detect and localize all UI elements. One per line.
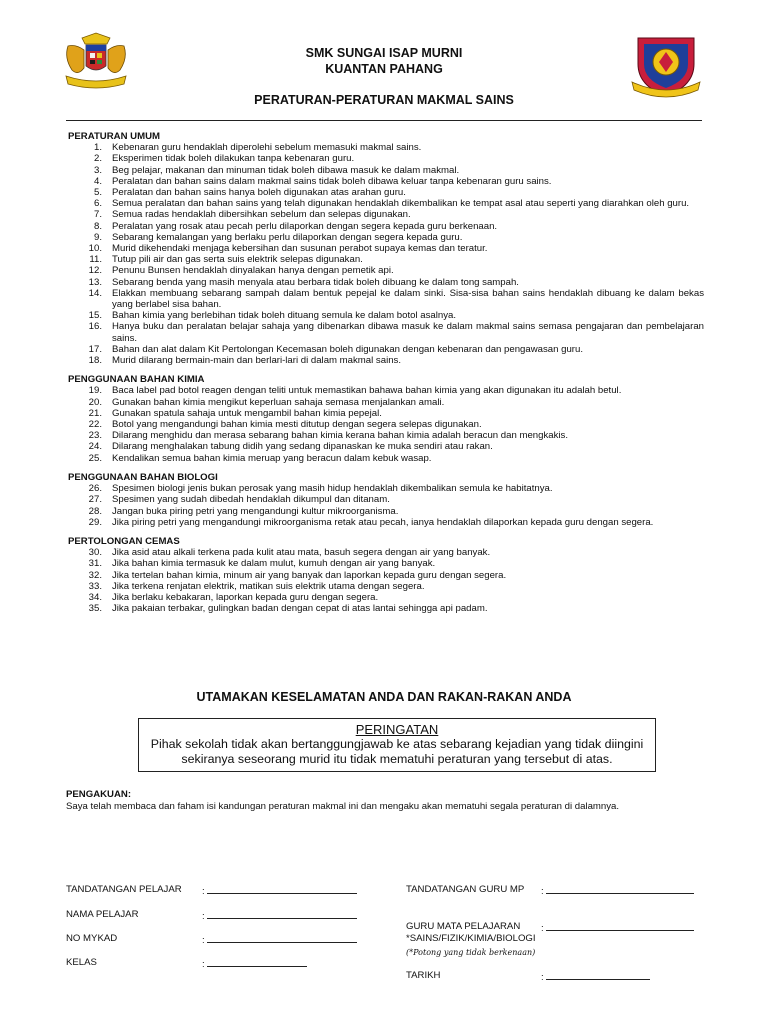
rule-item xyxy=(68,355,704,366)
document-title: PERATURAN-PERATURAN MAKMAL SAINS xyxy=(254,93,514,107)
rule-text: Beg pelajar, makanan dan minuman tidak boleh dibawa masuk ke dalam makmal. xyxy=(112,164,460,176)
section-heading: PENGGUNAAN BAHAN BIOLOGI xyxy=(68,471,218,483)
rule-number: 18. xyxy=(88,355,102,367)
rule-number: 5. xyxy=(93,187,102,199)
rule-text: Sebarang kemalangan yang berlaku perlu dilaporkan dengan segera kepada guru. xyxy=(112,231,463,243)
rule-item xyxy=(68,209,704,220)
rule-text: Kendalikan semua bahan kimia meruap yang beracun dalam kebuk wasap. xyxy=(112,452,432,464)
rule-item xyxy=(68,187,704,198)
rule-number: 10. xyxy=(88,243,102,255)
rule-text: Peralatan yang rosak atau pecah perlu dilaporkan dengan segera kepada guru berkenaan. xyxy=(112,220,498,232)
rule-number: 12. xyxy=(88,265,102,277)
rule-number: 6. xyxy=(93,198,102,210)
rule-item xyxy=(68,165,704,176)
rule-text: Hanya buku dan peralatan belajar sahaja yang dibenarkan dibawa masuk ke dalam makmal sains semasa pengajaran dan pembelajaran sains. xyxy=(112,321,704,344)
rule-item xyxy=(68,321,704,343)
rule-text: Murid dikehendaki menjaga kebersihan dan susunan perabot supaya kemas dan teratur. xyxy=(112,243,488,255)
rule-item xyxy=(68,603,704,614)
school-location: KUANTAN PAHANG xyxy=(325,62,443,76)
rule-text: Baca label pad botol reagen dengan teliti untuk memastikan bahawa bahan kimia yang akan digunakan itu adalah betul. xyxy=(112,385,622,397)
rule-number: 19. xyxy=(88,385,102,397)
rule-item xyxy=(68,254,704,265)
rule-item xyxy=(68,547,704,558)
header-divider xyxy=(66,120,702,121)
mykad-field[interactable]: : xyxy=(202,933,357,946)
strike-note: (*Potong yang tidak berkenaan) xyxy=(406,948,536,957)
rule-text: Semua radas hendaklah dibersihkan sebelum dan selepas digunakan. xyxy=(112,209,411,221)
rule-item xyxy=(68,441,704,452)
rule-number: 8. xyxy=(93,220,102,232)
date-label: TARIKH xyxy=(406,970,441,981)
rule-item xyxy=(68,558,704,569)
date-field[interactable]: : xyxy=(541,970,650,983)
rule-text: Kebenaran guru hendaklah diperolehi sebelum memasuki makmal sains. xyxy=(112,142,422,154)
rule-text: Jika bahan kimia termasuk ke dalam mulut, kumuh dengan air yang banyak. xyxy=(112,558,436,570)
student-name-label: NAMA PELAJAR xyxy=(66,909,139,920)
warning-line-2: sekiranya seseorang murid itu tidak mematuhi peraturan yang tersebut di atas. xyxy=(181,752,613,766)
rule-text: Tutup pili air dan gas serta suis elektrik selepas digunakan. xyxy=(112,254,363,266)
rule-item xyxy=(68,592,704,603)
rule-number: 28. xyxy=(88,505,102,517)
rule-item xyxy=(68,198,704,209)
subjects-options: *SAINS/FIZIK/KIMIA/BIOLOGI xyxy=(406,933,536,944)
rule-text: Semua peralatan dan bahan sains yang telah digunakan hendaklah dikembalikan ke tempat asal atau seperti yang diarahkan oleh guru. xyxy=(112,198,690,210)
section-heading: PENGGUNAAN BAHAN KIMIA xyxy=(68,374,205,386)
student-name-field[interactable]: : xyxy=(202,909,357,922)
rule-number: 34. xyxy=(88,591,102,603)
rule-text: Sebarang benda yang masih menyala atau berbara tidak boleh dibuang ke dalam tong sampah. xyxy=(112,276,519,288)
rule-text: Jika piring petri yang mengandungi mikroorganisma retak atau pecah, ianya hendaklah dilaporkan kepada guru dengan segera. xyxy=(112,516,654,528)
rule-number: 33. xyxy=(88,580,102,592)
subject-teacher-label: GURU MATA PELAJARAN xyxy=(406,921,521,932)
rule-number: 31. xyxy=(88,558,102,570)
rule-item xyxy=(68,310,704,321)
rule-number: 32. xyxy=(88,569,102,581)
rule-item xyxy=(68,419,704,430)
subject-teacher-field[interactable]: : xyxy=(541,921,694,934)
rule-item xyxy=(68,288,704,310)
rule-text: Jika asid atau alkali terkena pada kulit atau mata, basuh segera dengan air yang banyak. xyxy=(112,547,491,559)
rule-number: 11. xyxy=(89,254,102,266)
rule-number: 4. xyxy=(93,175,102,187)
rule-text: Elakkan membuang sebarang sampah dalam bentuk pepejal ke dalam sinki. Sisa-sisa bahan sains hendaklah dibuang ke dalam bekas yang berlabel sisa bahan. xyxy=(112,287,704,311)
rule-text: Dilarang menghalakan tabung didih yang sedang dipanaskan ke muka sendiri atau rakan. xyxy=(112,441,493,453)
student-signature-field[interactable]: : xyxy=(202,884,357,897)
rule-number: 7. xyxy=(93,209,102,221)
warning-line-1: Pihak sekolah tidak akan bertanggungjawab ke atas sebarang kejadian yang tidak diingini xyxy=(150,737,644,751)
teacher-signature-field[interactable]: : xyxy=(541,884,694,897)
rule-number: 2. xyxy=(93,153,102,165)
acknowledgement-heading: PENGAKUAN: xyxy=(66,789,132,800)
rule-number: 29. xyxy=(88,516,102,528)
rule-text: Botol yang mengandungi bahan kimia mesti ditutup dengan segera selepas digunakan. xyxy=(112,419,482,431)
rule-item xyxy=(68,397,704,408)
student-signature-label: TANDATANGAN PELAJAR xyxy=(66,884,182,895)
rule-item xyxy=(68,453,704,464)
rule-text: Jika tertelan bahan kimia, minum air yang banyak dan laporkan kepada guru dengan segera. xyxy=(112,569,507,581)
rule-number: 27. xyxy=(88,494,102,506)
rule-text: Jika pakaian terbakar, gulingkan badan dengan cepat di atas lantai sehingga api padam. xyxy=(112,603,488,615)
rule-item xyxy=(68,243,704,254)
rule-text: Spesimen yang sudah dibedah hendaklah dikumpul dan ditanam. xyxy=(112,494,390,506)
rule-text: Dilarang menghidu dan merasa sebarang bahan kimia kerana bahan kimia adalah beracun dan mengkakis. xyxy=(112,430,568,442)
rule-text: Bahan dan alat dalam Kit Pertolongan Kecemasan boleh digunakan dengan kebenaran dan pengawasan guru. xyxy=(112,343,583,355)
rule-item xyxy=(68,430,704,441)
rule-number: 26. xyxy=(88,483,102,495)
rule-text: Murid dilarang bermain-main dan berlari-lari di dalam makmal sains. xyxy=(112,355,401,367)
rule-number: 35. xyxy=(88,603,102,615)
class-field[interactable]: : xyxy=(202,957,307,970)
class-label: KELAS xyxy=(66,957,97,968)
rule-item xyxy=(68,232,704,243)
rule-number: 22. xyxy=(88,419,102,431)
rule-item xyxy=(68,153,704,164)
rule-text: Peralatan dan bahan sains dalam makmal sains tidak boleh dibawa keluar tanpa kebenaran guru sains. xyxy=(112,175,552,187)
rule-number: 1. xyxy=(93,142,102,154)
rule-number: 16. xyxy=(88,321,102,333)
school-name: SMK SUNGAI ISAP MURNI xyxy=(305,46,463,60)
rule-item xyxy=(68,176,704,187)
rule-item xyxy=(68,408,704,419)
rule-item xyxy=(68,570,704,581)
rule-number: 13. xyxy=(88,276,102,288)
rule-text: Jangan buka piring petri yang mengandungi kultur mikroorganisma. xyxy=(112,505,399,517)
rules-list xyxy=(68,131,704,614)
safety-slogan: UTAMAKAN KESELAMATAN ANDA DAN RAKAN-RAKAN ANDA xyxy=(196,690,572,704)
rule-text: Gunakan spatula sahaja untuk mengambil bahan kimia pepejal. xyxy=(112,407,382,419)
rule-item xyxy=(68,506,704,517)
mykad-label: NO MYKAD xyxy=(66,933,118,944)
rule-item xyxy=(68,483,704,494)
rule-number: 30. xyxy=(88,547,102,559)
section-heading: PERATURAN UMUM xyxy=(68,131,161,142)
rule-text: Spesimen biologi jenis bukan perosak yang masih hidup hendaklah dikembalikan semula ke habitatnya. xyxy=(112,483,553,495)
rule-number: 17. xyxy=(88,343,102,355)
rule-number: 14. xyxy=(88,287,102,299)
rule-text: Peralatan dan bahan sains hanya boleh digunakan atas arahan guru. xyxy=(112,187,406,199)
rule-text: Bahan kimia yang berlebihan tidak boleh dituang semula ke dalam botol asalnya. xyxy=(112,310,456,322)
rule-item xyxy=(68,265,704,276)
rule-item xyxy=(68,142,704,153)
rule-item xyxy=(68,517,704,528)
rule-text: Jika terkena renjatan elektrik, matikan suis elektrik utama dengan segera. xyxy=(112,580,425,592)
rule-text: Jika berlaku kebakaran, laporkan kepada guru dengan segera. xyxy=(112,591,379,603)
rule-item xyxy=(68,385,704,396)
warning-box xyxy=(138,718,656,772)
section-heading: PERTOLONGAN CEMAS xyxy=(68,535,180,547)
rule-number: 21. xyxy=(88,407,102,419)
acknowledgement-text: Saya telah membaca dan faham isi kandungan peraturan makmal ini dan mengaku akan mematuhi segala peraturan di dalamnya. xyxy=(66,801,620,812)
rule-number: 9. xyxy=(93,231,102,243)
rule-number: 23. xyxy=(88,430,102,442)
teacher-signature-label: TANDATANGAN GURU MP xyxy=(406,884,525,895)
rule-number: 3. xyxy=(93,164,102,176)
rule-item xyxy=(68,277,704,288)
rule-item xyxy=(68,494,704,505)
warning-title: PERINGATAN xyxy=(355,722,439,737)
rule-number: 15. xyxy=(88,310,102,322)
rule-item xyxy=(68,344,704,355)
rule-item xyxy=(68,221,704,232)
rule-number: 20. xyxy=(88,396,102,408)
rule-item xyxy=(68,581,704,592)
rule-number: 24. xyxy=(88,441,102,453)
rule-number: 25. xyxy=(88,452,102,464)
rule-text: Gunakan bahan kimia mengikut keperluan sahaja semasa menjalankan amali. xyxy=(112,396,445,408)
rule-text: Eksperimen tidak boleh dilakukan tanpa kebenaran guru. xyxy=(112,153,355,165)
rule-text: Penunu Bunsen hendaklah dinyalakan hanya dengan pemetik api. xyxy=(112,265,394,277)
